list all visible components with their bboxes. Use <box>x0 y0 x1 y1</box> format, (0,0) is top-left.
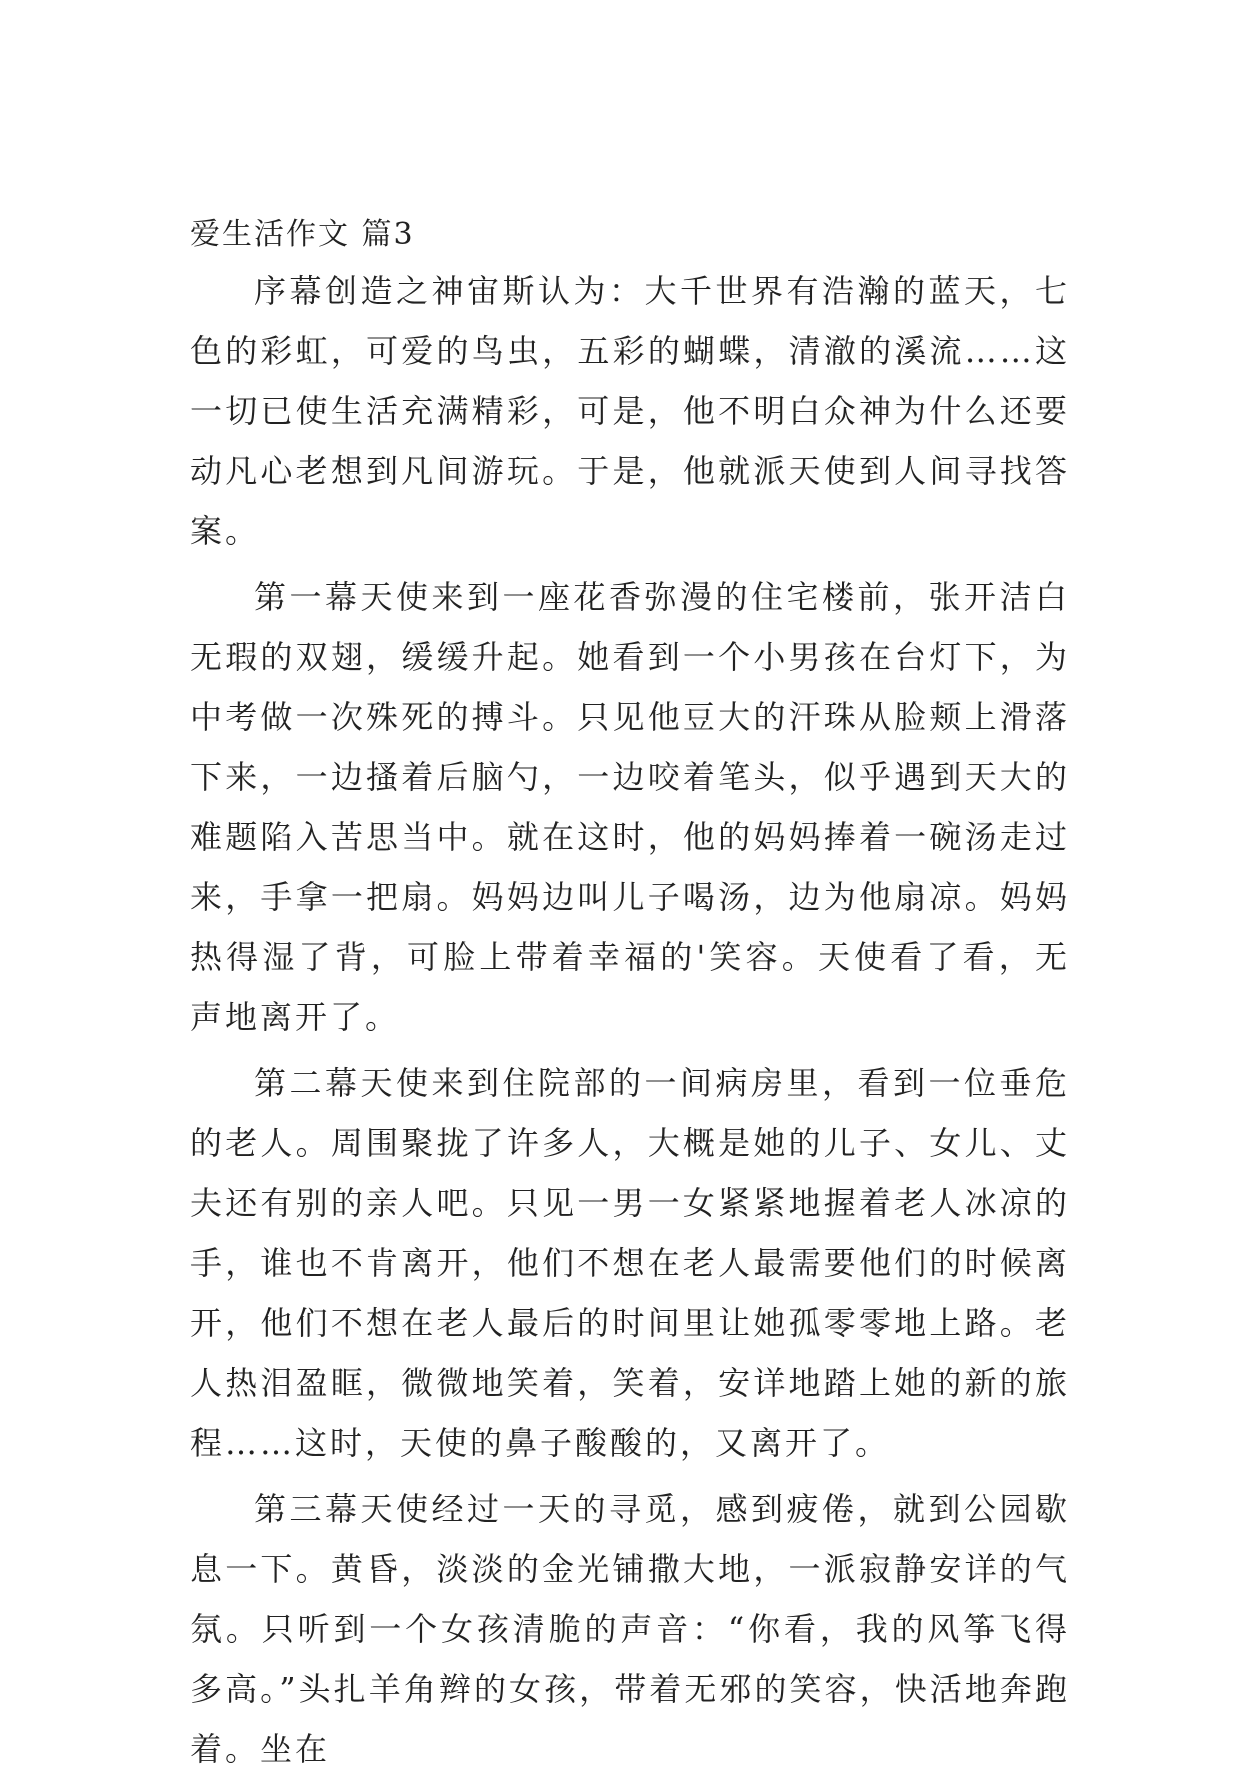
paragraph-act-two: 第二幕天使来到住院部的一间病房里，看到一位垂危的老人。周围聚拢了许多人，大概是她的儿子、女儿、丈夫还有别的亲人吧。只见一男一女紧紧地握着老人冰凉的手，谁也不肯离开，他们不想在老人最需要他们的时候离开，他们不想在老人最后的时间里让她孤零零地上路。老人热泪盈眶，微微地笑着，笑着，安详地踏上她的新的旅程……这时，天使的鼻子酸酸的，又离开了。 <box>190 1064 1070 1462</box>
paragraph-act-one: 第一幕天使来到一座花香弥漫的住宅楼前，张开洁白无瑕的双翅，缓缓升起。她看到一个小男孩在台灯下，为中考做一次殊死的搏斗。只见他豆大的汗珠从脸颊上滑落下来，一边搔着后脑勺，一边咬着笔头，似乎遇到天大的难题陷入苦思当中。就在这时，他的妈妈捧着一碗汤走过来，手拿一把扇。妈妈边叫儿子喝汤，边为他扇凉。妈妈热得湿了背，可脸上带着幸福的'笑容。天使看了看，无声地离开了。 <box>190 578 1070 1036</box>
paragraph-act-three: 第三幕天使经过一天的寻觅，感到疲倦，就到公园歇息一下。黄昏，淡淡的金光铺撒大地，一派寂静安详的气氛。只听到一个女孩清脆的声音：“你看，我的风筝飞得多高。”头扎羊角辫的女孩，带着无邪的笑容，快活地奔跑着。坐在 <box>190 1490 1070 1768</box>
document-title: 爱生活作文 篇3 <box>190 217 415 252</box>
document-body <box>190 215 1070 1785</box>
paragraph-prologue: 序幕创造之神宙斯认为：大千世界有浩瀚的蓝天，七色的彩虹，可爱的鸟虫，五彩的蝴蝶，清澈的溪流……这一切已使生活充满精彩，可是，他不明白众神为什么还要动凡心老想到凡间游玩。于是，他就派天使到人间寻找答案。 <box>190 272 1070 550</box>
